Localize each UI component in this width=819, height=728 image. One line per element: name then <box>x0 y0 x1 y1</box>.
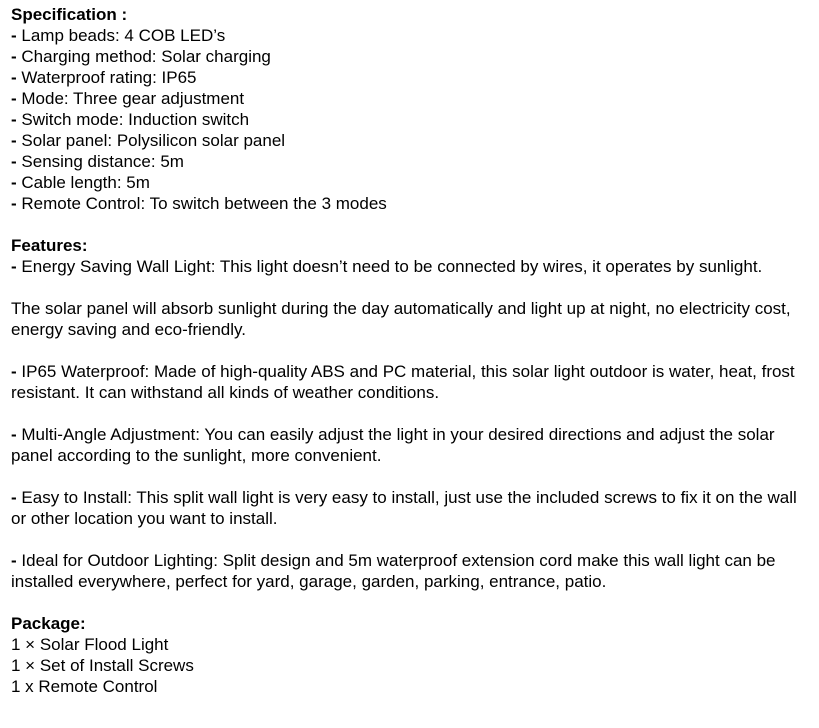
specification-section <box>11 4 808 214</box>
feature-paragraph-text: Energy Saving Wall Light: This light doesn’t need to be connected by wires, it operates by sunlight. <box>16 257 763 276</box>
paragraph-spacer <box>11 403 808 424</box>
list-dash: - <box>11 173 17 192</box>
feature-paragraph <box>11 361 808 403</box>
features-section <box>11 235 808 592</box>
paragraph-spacer <box>11 529 808 550</box>
spec-item-text: Sensing distance: 5m <box>16 152 184 171</box>
feature-paragraph <box>11 550 808 592</box>
feature-paragraph <box>11 424 808 466</box>
spec-item-text: Solar panel: Polysilicon solar panel <box>16 131 286 150</box>
paragraph-spacer <box>11 466 808 487</box>
paragraph-spacer <box>11 340 808 361</box>
spec-item-text: Remote Control: To switch between the 3 modes <box>16 194 387 213</box>
list-dash: - <box>11 89 17 108</box>
spec-list-item <box>11 172 808 193</box>
package-heading: Package: <box>11 614 86 633</box>
spec-item-text: Mode: Three gear adjustment <box>16 89 245 108</box>
feature-paragraph-text: Multi-Angle Adjustment: You can easily adjust the light in your desired directions and adjust the solar panel according to the sunlight, more convenient. <box>11 425 775 465</box>
spec-item-text: Cable length: 5m <box>16 173 150 192</box>
list-dash: - <box>11 47 17 66</box>
spec-list-item <box>11 193 808 214</box>
package-list-item: 1 × Set of Install Screws <box>11 656 194 675</box>
spec-list-item <box>11 109 808 130</box>
feature-paragraph-text: Easy to Install: This split wall light is very easy to install, just use the included screws to fix it on the wall or other location you want to install. <box>11 488 797 528</box>
feature-paragraph <box>11 256 808 277</box>
section-spacer <box>11 592 808 613</box>
spec-list-item <box>11 88 808 109</box>
list-dash: - <box>11 152 17 171</box>
list-dash: - <box>11 26 17 45</box>
spec-list-item <box>11 25 808 46</box>
spec-list-item <box>11 130 808 151</box>
list-dash: - <box>11 257 17 276</box>
list-dash: - <box>11 362 17 381</box>
spec-list-item <box>11 151 808 172</box>
list-dash: - <box>11 110 17 129</box>
list-dash: - <box>11 131 17 150</box>
package-list-item: 1 × Solar Flood Light <box>11 635 169 654</box>
spec-list-item <box>11 46 808 67</box>
paragraph-spacer <box>11 277 808 298</box>
spec-item-text: Waterproof rating: IP65 <box>16 68 197 87</box>
list-dash: - <box>11 551 17 570</box>
features-heading: Features: <box>11 236 88 255</box>
feature-paragraph <box>11 487 808 529</box>
list-dash: - <box>11 194 17 213</box>
list-dash: - <box>11 68 17 87</box>
package-section <box>11 613 808 697</box>
specification-heading: Specification : <box>11 5 128 24</box>
feature-paragraph-text: The solar panel will absorb sunlight during the day automatically and light up at night, no electricity cost, energy saving and eco-friendly. <box>11 299 791 339</box>
spec-item-text: Lamp beads: 4 COB LED’s <box>16 26 226 45</box>
feature-paragraph-text: IP65 Waterproof: Made of high-quality ABS and PC material, this solar light outdoor is water, heat, frost resistant. It can withstand all kinds of weather conditions. <box>11 362 795 402</box>
package-list-item: 1 x Remote Control <box>11 677 158 696</box>
spec-item-text: Switch mode: Induction switch <box>16 110 250 129</box>
list-dash: - <box>11 488 17 507</box>
feature-paragraph <box>11 298 808 340</box>
feature-paragraph-text: Ideal for Outdoor Lighting: Split design and 5m waterproof extension cord make this wall light can be installed everywhere, perfect for yard, garage, garden, parking, entrance, patio. <box>11 551 776 591</box>
list-dash: - <box>11 425 17 444</box>
section-spacer <box>11 214 808 235</box>
spec-item-text: Charging method: Solar charging <box>16 47 271 66</box>
spec-list-item <box>11 67 808 88</box>
